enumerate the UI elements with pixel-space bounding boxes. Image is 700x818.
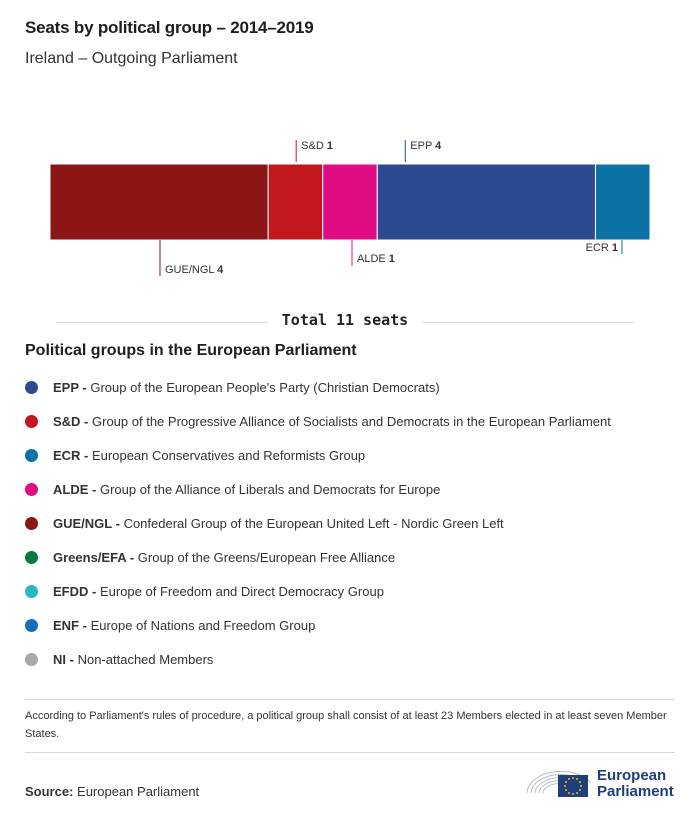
legend-abbr: EFDD -	[53, 583, 97, 599]
legend-group-name: Group of the Alliance of Liberals and Democrats for Europe	[99, 481, 441, 497]
legend-text	[53, 414, 611, 429]
legend-color-dot	[25, 381, 38, 394]
legend-abbr: NI -	[53, 651, 74, 667]
legend-text	[53, 482, 440, 497]
bar-segment	[377, 164, 595, 240]
legend-color-dot	[25, 585, 38, 598]
legend-text	[53, 380, 440, 395]
legend-abbr: Greens/EFA -	[53, 549, 135, 565]
legend-color-dot	[25, 483, 38, 496]
chart-title: Seats by political group – 2014–2019	[25, 18, 314, 37]
legend-group-name: European Conservatives and Reformists Group	[92, 447, 366, 463]
legend-item	[25, 506, 685, 540]
legend-text	[53, 550, 395, 565]
legend-abbr: ALDE -	[53, 481, 97, 497]
legend-title: Political groups in the European Parliament	[25, 342, 357, 359]
footnote: According to Parliament's rules of procedure, a political group shall consist of at least 23 Members elected in at least seven Member States.	[25, 710, 667, 740]
legend-item	[25, 574, 685, 608]
bar-segment	[323, 164, 378, 240]
legend-item	[25, 472, 685, 506]
chart-subtitle: Ireland – Outgoing Parliament	[25, 50, 238, 67]
bar-segment	[268, 164, 323, 240]
divider-top	[25, 699, 675, 700]
total-seats	[56, 311, 634, 333]
segment-label: ECR 1	[585, 242, 618, 254]
legend-abbr: GUE/NGL -	[53, 515, 120, 531]
segment-label: GUE/NGL 4	[165, 264, 224, 276]
logo-line2: Parliament	[597, 783, 674, 800]
seats-bar-chart	[0, 130, 700, 290]
legend-abbr: EPP -	[53, 379, 87, 395]
legend-text	[53, 584, 384, 599]
legend-item	[25, 404, 685, 438]
legend-color-dot	[25, 551, 38, 564]
segment-label: ALDE 1	[357, 253, 395, 265]
legend-color-dot	[25, 619, 38, 632]
divider-bottom	[25, 752, 675, 753]
legend-group-name: Non-attached Members	[77, 651, 214, 667]
legend-item	[25, 370, 685, 404]
legend-group-name: Group of the European People's Party (Christian Democrats)	[90, 379, 440, 395]
legend-text	[53, 652, 213, 667]
legend-item	[25, 438, 685, 472]
source	[25, 784, 199, 799]
legend-text	[53, 618, 315, 633]
source-value: European Parliament	[77, 784, 200, 799]
legend-group-name: Group of the Progressive Alliance of Socialists and Democrats in the European Parliament	[92, 413, 611, 429]
legend-group-name: Europe of Nations and Freedom Group	[90, 617, 316, 633]
segment-label: EPP 4	[410, 140, 442, 152]
legend-text	[53, 516, 504, 531]
legend-group-name: Confederal Group of the European United Left - Nordic Green Left	[123, 515, 504, 531]
legend-text	[53, 448, 365, 463]
total-seats-label: Total 11 seats	[268, 311, 422, 329]
legend-item	[25, 642, 685, 676]
legend-group-name: Europe of Freedom and Direct Democracy Group	[99, 583, 384, 599]
segment-label: S&D 1	[301, 140, 333, 152]
logo-line1: European	[597, 767, 667, 784]
legend-item	[25, 608, 685, 642]
legend-abbr: ENF -	[53, 617, 87, 633]
legend-abbr: ECR -	[53, 447, 89, 463]
legend-color-dot	[25, 415, 38, 428]
legend-item	[25, 540, 685, 574]
legend-abbr: S&D -	[53, 413, 89, 429]
logo-text	[597, 768, 674, 800]
legend-color-dot	[25, 653, 38, 666]
legend-color-dot	[25, 517, 38, 530]
source-label: Source:	[25, 784, 74, 799]
legend-color-dot	[25, 449, 38, 462]
legend	[25, 370, 685, 676]
bar-segment	[50, 164, 268, 240]
legend-group-name: Group of the Greens/European Free Alliance	[137, 549, 396, 565]
bar-segment	[595, 164, 650, 240]
